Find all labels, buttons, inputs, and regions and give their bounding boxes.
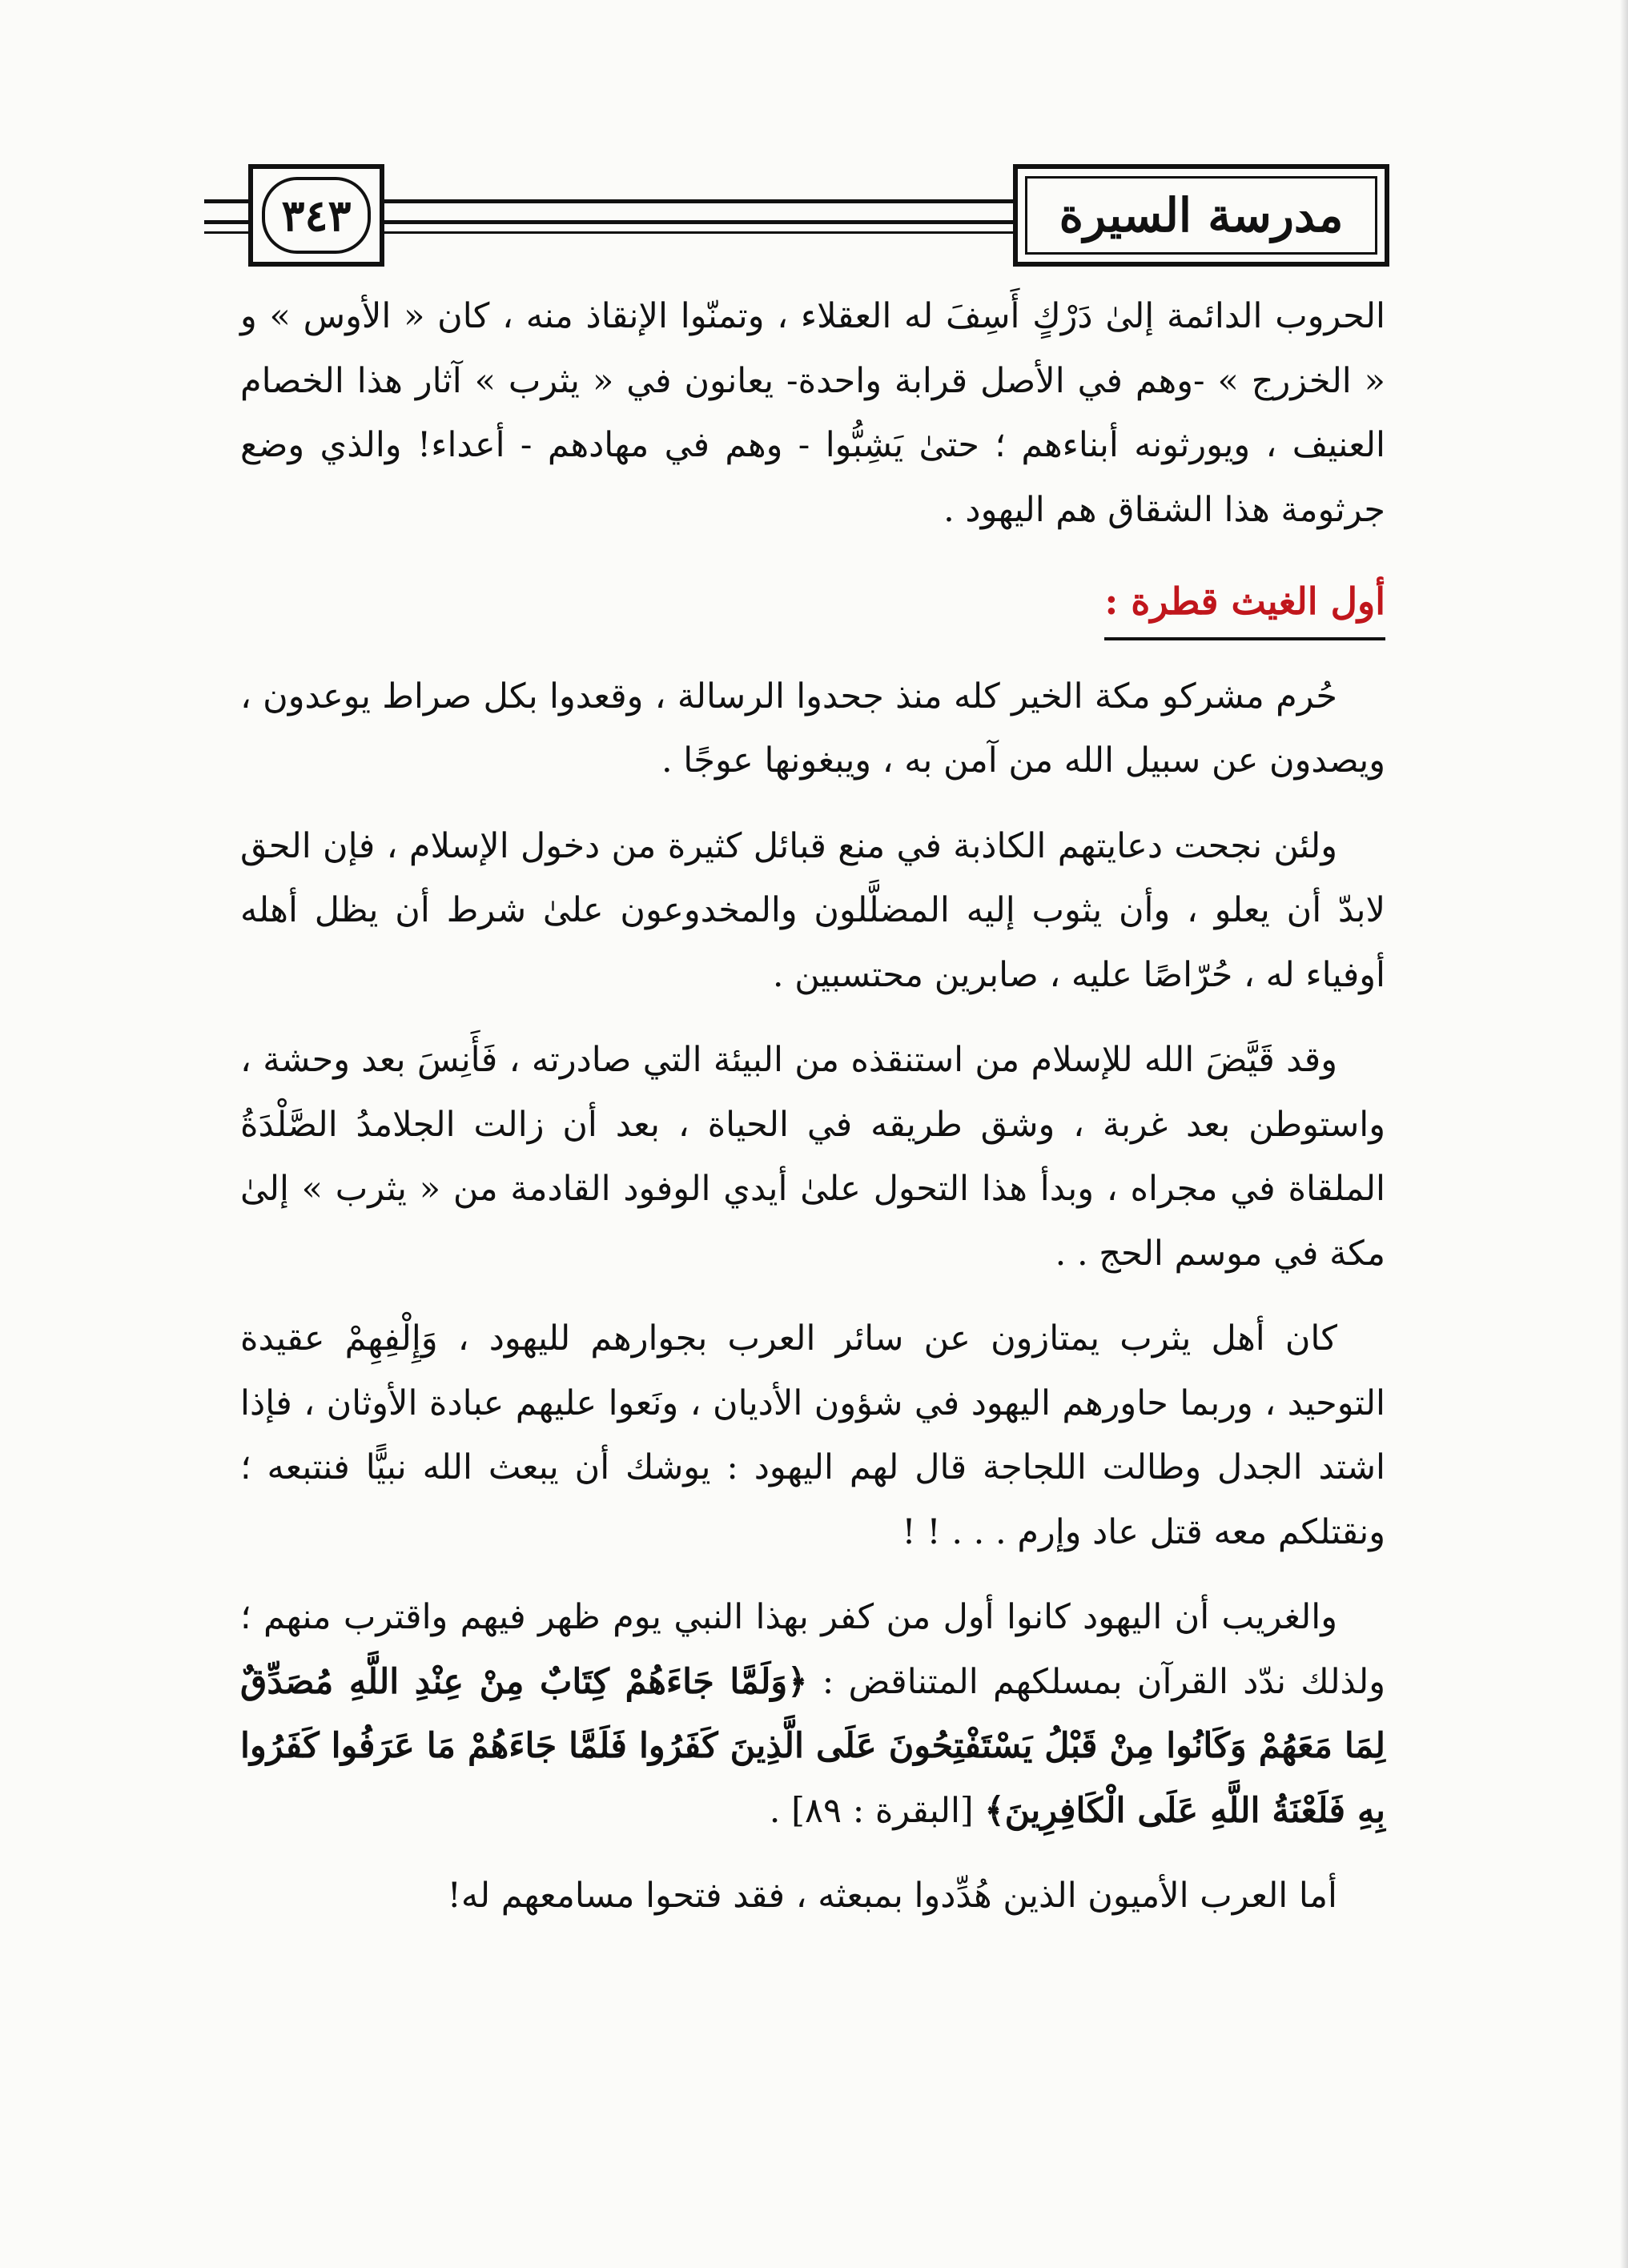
paragraph: حُرم مشركو مكة الخير كله منذ جحدوا الرسالة ، وقعدوا بكل صراط يوعدون ، ويصدون عن سبيل الله من آمن به ، ويبغونها عوجًا . <box>240 676 1385 781</box>
page-header <box>204 164 1389 268</box>
page-edge-shadow <box>1620 0 1628 2268</box>
paragraph: وقد قَيَّضَ الله للإسلام من استنقذه من البيئة التي صادرته ، فَأَنِسَ بعد وحشة ، واستوطن بعد غربة ، وشق طريقه في الحياة ، بعد أن زالت الجلامدُ الصَّلْدَةُ الملقاة في مجراه ، وبدأ هذا التحول علىٰ أيدي الوفود القادمة من « يثرب » إلىٰ مكة في موسم الحج . . <box>240 1040 1385 1274</box>
paragraph: أما العرب الأميون الذين هُدِّدوا بمبعثه ، فقد فتحوا مسامعهم له! <box>447 1876 1337 1916</box>
quran-verse: ﴿وَلَمَّا جَاءَهُمْ كِتَابٌ مِنْ عِنْدِ اللَّهِ مُصَدِّقٌ لِمَا مَعَهُمْ وَكَانُوا مِنْ قَبْلُ يَسْتَفْتِحُونَ عَلَى الَّذِينَ كَفَرُوا فَلَمَّا جَاءَهُمْ مَا عَرَفُوا كَفَرُوا بِهِ فَلَعْنَةُ اللَّهِ عَلَى الْكَافِرِينَ﴾ <box>240 1661 1385 1831</box>
paragraph-with-quran-verse <box>240 1585 1385 1843</box>
page-number-frame <box>248 164 384 267</box>
page-number: ٣٤٣ <box>262 177 371 254</box>
section-subheading: أول الغيث قطرة : <box>1104 569 1385 640</box>
paragraph: كان أهل يثرب يمتازون عن سائر العرب بجوارهم لليهود ، وَإِلْفِهِمْ عقيدة التوحيد ، وربما حاورهم اليهود في شؤون الأديان ، ونَعوا عليهم عبادة الأوثان ، فإذا اشتد الجدل وطالت اللجاجة قال لهم اليهود : يوشك أن يبعث الله نبيًّا فنتبعه ؛ ونقتلكم معه قتل عاد وإرم . . . ! ! <box>240 1319 1385 1552</box>
book-title: مدرسة السيرة <box>1059 188 1344 243</box>
paragraph: الحروب الدائمة إلىٰ دَرْكٍ أَسِفَ له العقلاء ، وتمنّوا الإنقاذ منه ، كان « الأوس » و « الخزرج » -وهم في الأصل قرابة واحدة- يعانون في « يثرب » آثار هذا الخصام العنيف ، ويورثونه أبناءهم ؛ حتىٰ يَشِبُّوا - وهم في مهادهم - أعداء! والذي وضع جرثومة هذا الشقاق هم اليهود . <box>240 296 1385 530</box>
verse-reference: [البقرة : ٨٩] . <box>769 1790 974 1831</box>
paragraph-intro: والغريب أن اليهود كانوا أول من كفر بهذا النبي يوم ظهر فيهم واقترب منهم ؛ ولذلك ندّد القرآن بمسلكهم المتناقض : <box>240 1597 1385 1702</box>
book-title-frame <box>1013 164 1389 267</box>
paragraph: ولئن نجحت دعايتهم الكاذبة في منع قبائل كثيرة من دخول الإسلام ، فإن الحق لابدّ أن يعلو ، وأن يثوب إليه المضلَّلون والمخدوعون علىٰ شرط أن يظل أهله أوفياء له ، حُرّاصًا عليه ، صابرين محتسبين . <box>240 825 1385 995</box>
page-body <box>240 284 1385 1949</box>
subheading-wrap <box>240 563 1385 664</box>
